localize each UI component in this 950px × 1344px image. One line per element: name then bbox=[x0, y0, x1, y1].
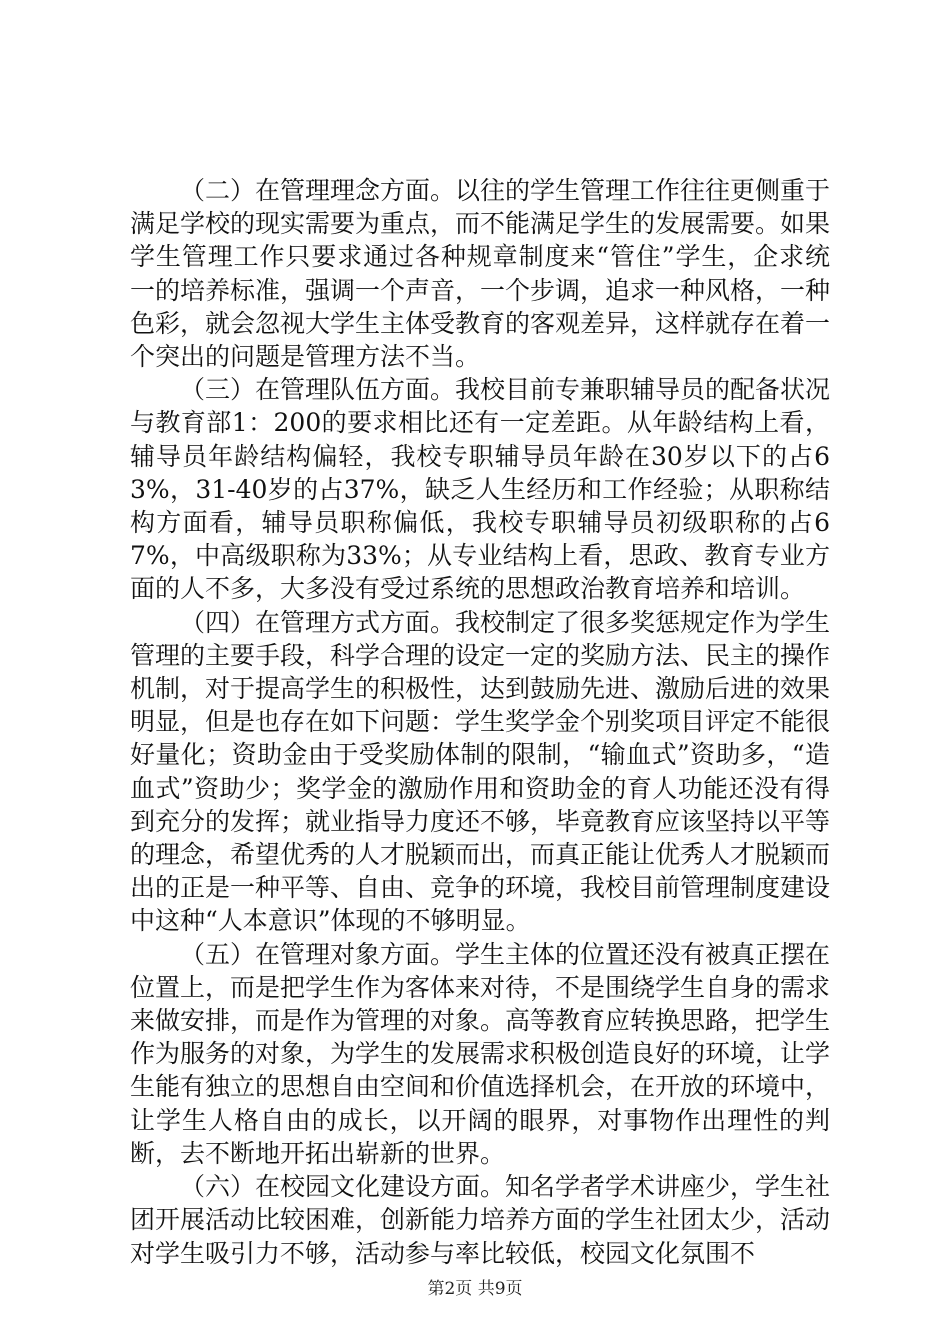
page-number-footer: 第2页 共9页 bbox=[427, 1279, 523, 1299]
paragraph-management-objects: （五）在管理对象方面。学生主体的位置还没有被真正摆在位置上，而是把学生作为客体来对待，不是围绕学生自身的需求来做安排，而是作为管理的对象。高等教育应转换思路，把学生作为服务的对象，为学生的发展需求积极创造良好的环境，让学生能有独立的思想自由空间和价值选择机会，在开放的环境中，让学生人格自由的成长，以开阔的眼界，对事物作出理性的判断，去不断地开拓出崭新的世界。 bbox=[130, 939, 831, 1168]
paragraph-management-philosophy: （二）在管理理念方面。以往的学生管理工作往往更侧重于满足学校的现实需要为重点，而不能满足学生的发展需要。如果学生管理工作只要求通过各种规章制度来“管住”学生，企求统一的培养标准，强调一个声音，一个步调，追求一种风格，一种色彩，就会忽视大学生主体受教育的客观差异，这样就存在着一个突出的问题是管理方法不当。 bbox=[130, 176, 831, 372]
document-body bbox=[130, 174, 830, 1270]
paragraph-management-team: （三）在管理队伍方面。我校目前专兼职辅导员的配备状况与教育部1：200的要求相比还有一定差距。从年龄结构上看，辅导员年龄结构偏轻，我校专职辅导员年龄在30岁以下的占63%，31-40岁的占37%，缺乏人生经历和工作经验；从职称结构方面看，辅导员职称偏低，我校专职辅导员初级职称的占67%，中高级职称为33%；从专业结构上看，思政、教育专业方面的人不多，大多没有受过系统的思想政治教育培养和培训。 bbox=[130, 375, 831, 604]
paragraph-campus-culture: （六）在校园文化建设方面。知名学者学术讲座少，学生社团开展活动比较困难，创新能力培养方面的学生社团太少，活动对学生吸引力不够，活动参与率比较低，校园文化氛围不 bbox=[130, 1172, 831, 1268]
paragraph-management-methods: （四）在管理方式方面。我校制定了很多奖惩规定作为学生管理的主要手段，科学合理的设定一定的奖励方法、民主的操作机制，对于提高学生的积极性，达到鼓励先进、激励后进的效果明显，但是也存在如下问题：学生奖学金个别奖项目评定不能很好量化；资助金由于受奖励体制的限制，“输血式”资助多，“造血式”资助少；奖学金的激励作用和资助金的育人功能还没有得到充分的发挥；就业指导力度还不够，毕竟教育应该坚持以平等的理念，希望优秀的人才脱颖而出，而真正能让优秀人才脱颖而出的正是一种平等、自由、竞争的环境，我校目前管理制度建设中这种“人本意识”体现的不够明显。 bbox=[130, 607, 831, 936]
